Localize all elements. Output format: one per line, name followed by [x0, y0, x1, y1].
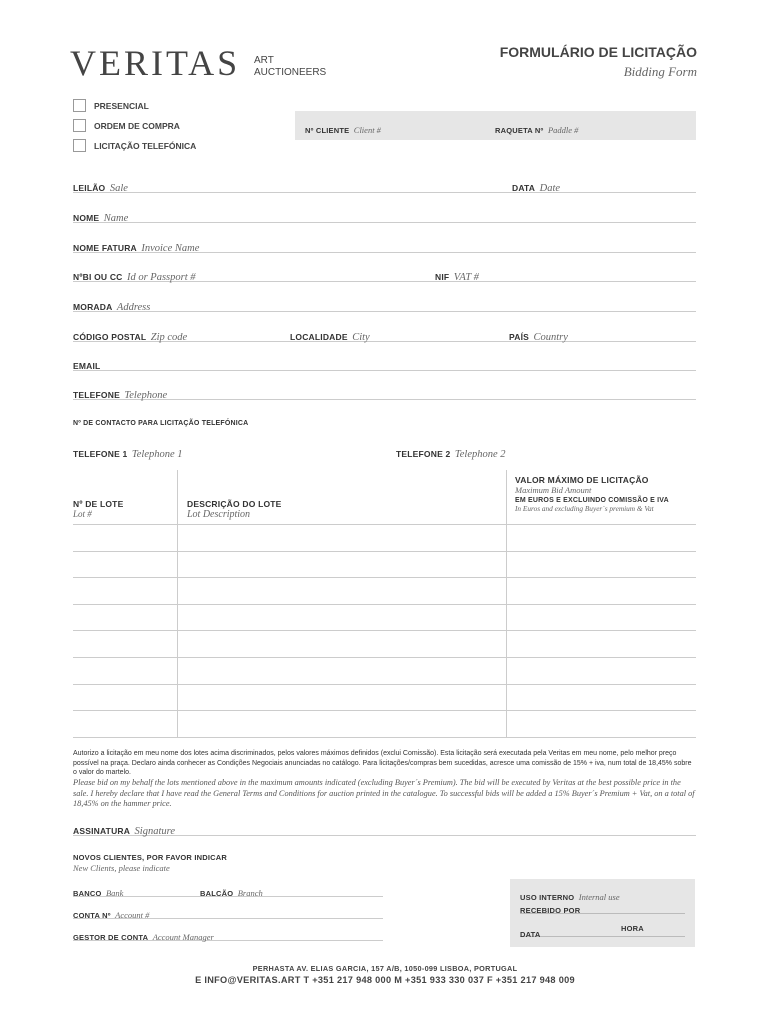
country-en: Country: [533, 332, 568, 343]
tel2-en: Telephone 2: [454, 449, 506, 460]
phone-bid-heading: Nº DE CONTACTO PARA LICITAÇÃO TELEFÓNICA: [73, 420, 249, 427]
received-by-label: RECEBIDO POR: [520, 906, 581, 915]
client-number-label: Nº CLIENTE: [305, 126, 350, 135]
received-by-field[interactable]: [520, 900, 685, 914]
nif-label: NIF: [435, 272, 450, 282]
account-label: CONTA Nº: [73, 911, 111, 920]
name-label: NOME: [73, 213, 100, 223]
form-title: FORMULÁRIO DE LICITAÇÃO: [499, 44, 697, 60]
internal-use-box: [510, 879, 695, 947]
client-number-en: Client #: [353, 125, 381, 135]
branch-en: Branch: [237, 888, 263, 898]
invoice-name-field[interactable]: [73, 236, 696, 253]
footer-contacts: E INFO@VERITAS.ART T +351 217 948 000 M +351 933 330 037 F +351 217 948 009: [195, 975, 575, 985]
nif-en: VAT #: [453, 272, 479, 283]
table-row[interactable]: [73, 604, 696, 632]
name-field[interactable]: [73, 206, 696, 223]
date-time-field[interactable]: [520, 924, 685, 937]
zip-en: Zip code: [150, 332, 188, 343]
col-desc-label: DESCRIÇÃO DO LOTE: [187, 499, 282, 509]
table-row: [73, 737, 696, 738]
country-label: PAÍS: [509, 332, 530, 342]
manager-label: GESTOR DE CONTA: [73, 933, 149, 942]
internal-time-label: HORA: [621, 924, 644, 933]
logo-line-auctioneers: AUCTIONEERS: [254, 67, 327, 78]
address-label: MORADA: [73, 302, 113, 312]
sale-field[interactable]: [73, 176, 696, 193]
city-en: City: [352, 332, 370, 343]
telephone-en: Telephone: [124, 390, 168, 401]
account-field[interactable]: [73, 905, 383, 919]
id-label: NºBI OU CC: [73, 272, 123, 282]
table-row[interactable]: [73, 551, 696, 579]
internal-use-en: Internal use: [578, 892, 620, 902]
paddle-number-label: RAQUETA Nº: [495, 126, 544, 135]
zip-city-country-field[interactable]: [73, 325, 696, 342]
id-field[interactable]: [73, 265, 696, 282]
lot-table: [73, 470, 696, 737]
address-field[interactable]: [73, 295, 696, 312]
table-row[interactable]: [73, 684, 696, 712]
bank-field[interactable]: [73, 883, 383, 897]
zip-label: CÓDIGO POSTAL: [73, 332, 147, 342]
col-lot-en: Lot #: [73, 509, 92, 519]
footer-address: PERHASTA AV. ELIAS GARCIA, 157 A/B, 1050-099 LISBOA, PORTUGAL: [252, 964, 518, 973]
option-ordem-label: ORDEM DE COMPRA: [94, 120, 180, 131]
checkbox-licitacao-telefonica[interactable]: [73, 139, 86, 152]
checkbox-ordem-de-compra[interactable]: [73, 119, 86, 132]
tel2-label: TELEFONE 2: [396, 449, 451, 459]
col-max-sub: EM EUROS E EXCLUINDO COMISSÃO E IVA: [515, 497, 669, 504]
option-presencial-label: PRESENCIAL: [94, 100, 149, 111]
invoice-name-label: NOME FATURA: [73, 243, 137, 253]
col-desc-en: Lot Description: [187, 509, 251, 520]
tel1-en: Telephone 1: [131, 449, 183, 460]
telephone-label: TELEFONE: [73, 390, 120, 400]
signature-field[interactable]: [73, 819, 696, 836]
new-clients-heading: NOVOS CLIENTES, POR FAVOR INDICAR: [73, 853, 227, 862]
name-en: Name: [103, 213, 129, 224]
bank-label: BANCO: [73, 889, 102, 898]
tel1-label: TELEFONE 1: [73, 449, 128, 459]
table-row[interactable]: [73, 657, 696, 685]
paddle-number-field[interactable]: [495, 120, 578, 138]
table-row[interactable]: [73, 577, 696, 605]
email-field[interactable]: [73, 354, 696, 371]
invoice-name-en: Invoice Name: [141, 243, 200, 254]
option-telefonica-label: LICITAÇÃO TELEFÓNICA: [94, 140, 197, 151]
phone-bid-fields[interactable]: [73, 442, 696, 458]
signature-en: Signature: [134, 826, 175, 837]
internal-date-label: DATA: [520, 930, 541, 939]
col-max-en: Maximum Bid Amount: [515, 485, 592, 495]
col-lot-label: Nº DE LOTE: [73, 499, 124, 509]
veritas-logo: VERITAS: [70, 43, 241, 83]
table-row[interactable]: [73, 630, 696, 658]
form-subtitle: Bidding Form: [623, 64, 697, 79]
sale-label: LEILÃO: [73, 183, 106, 193]
option-licitacao-telefonica[interactable]: [73, 139, 196, 152]
email-label: EMAIL: [73, 361, 101, 371]
col-max-label: VALOR MÁXIMO DE LICITAÇÃO: [515, 475, 649, 485]
authorization-en: Please bid on my behalf the lots mentioned above in the maximum amounts indicated (excluding Buyer´s Premium). The bid will be executed by Veritas at the best possible price in the sale. I hereby declare that I have read the General Terms and Conditions for auction printed in the catalogue. To successful bids will be added a 15% Buyer´s Premium + Vat, on a total of 18,45% on the hammer price.: [73, 778, 695, 808]
new-clients-heading-en: New Clients, please indicate: [73, 863, 170, 873]
logo-line-art: ART: [254, 55, 274, 66]
date-label: DATA: [512, 183, 536, 193]
paddle-number-en: Paddle #: [547, 125, 579, 135]
client-number-field[interactable]: [305, 120, 381, 138]
account-manager-field[interactable]: [73, 927, 383, 941]
authorization-pt: Autorizo a licitação em meu nome dos lotes acima discriminados, pelos valores máximos definidos (exclui Comissão). Esta licitação será executada pela Veritas em meu nome, pelo melhor preço possível na praça. Declaro ainda conhecer as Condições Negociais anunciadas no catálogo. Para licitações/compras bem sucedidas, acresce uma comissão de 15% + iva, num total de 18,45% sobre o valor do martelo.: [73, 750, 692, 776]
logo-subtitle: [254, 55, 326, 79]
bank-en: Bank: [105, 888, 124, 898]
checkbox-presencial[interactable]: [73, 99, 86, 112]
signature-label: ASSINATURA: [73, 826, 131, 836]
col-max-header: [515, 475, 695, 513]
col-max-sub-en: In Euros and excluding Buyer´s premium & Vat: [515, 504, 654, 513]
telephone-field[interactable]: [73, 383, 696, 400]
table-row[interactable]: [73, 524, 696, 552]
account-en: Account #: [115, 910, 150, 920]
table-row[interactable]: [73, 710, 696, 738]
branch-label: BALCÃO: [200, 889, 234, 898]
internal-use-label: USO INTERNO: [520, 893, 575, 902]
col-lot-header: [73, 499, 123, 519]
option-presencial[interactable]: [73, 99, 149, 112]
address-en: Address: [116, 302, 151, 313]
option-ordem-de-compra[interactable]: [73, 119, 180, 132]
id-en: Id or Passport #: [126, 272, 196, 283]
manager-en: Account Manager: [152, 932, 214, 942]
sale-en: Sale: [109, 183, 128, 194]
city-label: LOCALIDADE: [290, 332, 348, 342]
date-en: Date: [539, 183, 561, 194]
col-desc-header: [187, 499, 282, 520]
